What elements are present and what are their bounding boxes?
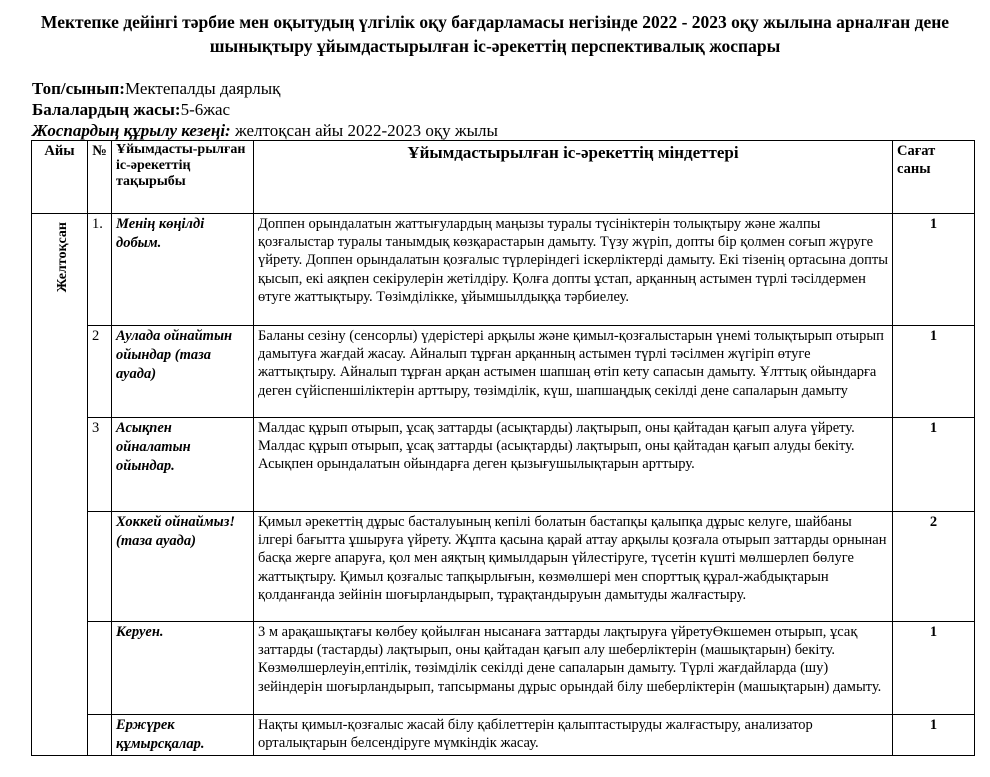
meta-group bbox=[32, 79, 280, 99]
row-number: 1. bbox=[88, 214, 112, 326]
meta-period bbox=[32, 121, 498, 141]
row-topic: Ержүрек құмырсқалар. bbox=[112, 715, 254, 756]
period-label: Жоспардың құрылу кезеңі: bbox=[32, 121, 231, 140]
group-value: Мектепалды даярлық bbox=[124, 79, 281, 98]
row-topic: Менің көңілді добым. bbox=[112, 214, 254, 326]
table-row bbox=[32, 326, 975, 418]
table-row bbox=[32, 418, 975, 512]
header-number: № bbox=[88, 141, 112, 214]
header-hours: Сағат саны bbox=[893, 141, 975, 214]
header-tasks: Ұйымдастырылған іс-әрекеттің міндеттері bbox=[254, 141, 893, 214]
row-tasks: Баланы сезіну (сенсорлы) үдерістері арқылы және қимыл-қозғалыстарын үнемі толықтырып отырып дамытуға жағдай жасау. Айналып тұрған арқанның астымен түрлі тәсілмен жүгіріп өтуге жаттықтыру. Айналып тұрған арқан астымен шапшаң өтіп кету сапасын дамыту. Ұлттық ойындарға деген сүйіспеншіліктерін арттыру, төзімділік, күш, шапшаңдық секілді дене сапаларын дамыту bbox=[254, 326, 893, 418]
period-value: желтоқсан айы 2022-2023 оқу жылы bbox=[230, 121, 498, 140]
table-row bbox=[32, 715, 975, 756]
table-row bbox=[32, 214, 975, 326]
row-tasks: 3 м арақашықтағы көлбеу қойылған нысанаға заттарды лақтыруға үйретуӨкшемен отырып, ұсақ заттарды (тастарды) лақтырып, оны қайтадан қағып алу шеберліктерін (машықтарын) бекіту. Көзмөлшерлеуін,ептілік, төзімділік секілді дене сапаларын дамыту. Түрлі жағдайларда (шу) зейіндерін шоғырландырып, тапсырманы дұрыс орындай білу шеберліктерін (машықтарын) дамыту. bbox=[254, 622, 893, 715]
row-hours: 2 bbox=[893, 512, 975, 622]
row-number: 3 bbox=[88, 418, 112, 512]
meta-age bbox=[32, 100, 230, 120]
age-value: 5-6жас bbox=[180, 100, 231, 119]
month-label: Желтоқсан bbox=[55, 222, 70, 293]
table-header-row bbox=[32, 141, 975, 214]
table-row bbox=[32, 622, 975, 715]
row-hours: 1 bbox=[893, 622, 975, 715]
row-hours: 1 bbox=[893, 326, 975, 418]
row-tasks: Нақты қимыл-қозғалыс жасай білу қабілеттерін қалыптастыруды жалғастыру, анализатор орталықтарын белсендіруге мүмкіндік жасау. bbox=[254, 715, 893, 756]
row-tasks: Қимыл әрекеттің дұрыс басталуының кепілі болатын бастапқы қалыпқа дұрыс келуге, шайбаны ілгері бағытта ұшыруға үйрету. Жұпта қасына қарай аттау арқылы қозғала отырып заттарды орнынан басқа жерге апаруға, қол мен аяқтың қимылдарын үйлестіруге, түсетін күшті мөлшерлеп бөлуге жаттықтыру. Қимыл қозғалыс тапқырлығын, көзмөлшері мен спорттық құрал-жабдықтарын қолданғанда зейінін шоғырландырып, тұрақтандыруын дамытуды жалғастыру. bbox=[254, 512, 893, 622]
month-cell bbox=[32, 214, 88, 756]
row-number bbox=[88, 622, 112, 715]
row-hours: 1 bbox=[893, 214, 975, 326]
group-label: Топ/сынып: bbox=[32, 79, 125, 98]
row-number bbox=[88, 715, 112, 756]
table-row bbox=[32, 512, 975, 622]
row-tasks: Малдас құрып отырып, ұсақ заттарды (асықтарды) лақтырып, оны қайтадан қағып алуға үйрету. Малдас құрып отырып, ұсақ заттарды (асықтарды) лақтырып, оны қайтадан қағып алуды бекіту. Асықпен орындалатын ойындарға деген қызығушылықтарын арттыру. bbox=[254, 418, 893, 512]
row-number: 2 bbox=[88, 326, 112, 418]
row-number bbox=[88, 512, 112, 622]
age-label: Балалардың жасы: bbox=[32, 100, 181, 119]
row-hours: 1 bbox=[893, 418, 975, 512]
plan-table bbox=[31, 140, 975, 756]
row-hours: 1 bbox=[893, 715, 975, 756]
row-topic: Аулада ойнайтын ойындар (таза ауада) bbox=[112, 326, 254, 418]
row-topic: Хоккей ойнаймыз! (таза ауада) bbox=[112, 512, 254, 622]
row-tasks: Доппен орындалатын жаттығулардың маңызы туралы түсініктерін толықтыру және жалпы қозғалыстар туралы танымдық көзқарастарын дамыту. Түзу жүріп, допты бір қолмен соғып жүруге үйрету. Доппен орындалатын қозғалыс түрлеріндегі іскерліктерді дамыту. Екі тізенің ортасына допты қысып, екі аяқпен секірулерін жетілдіру. Қолға допты ұстап, арқанның астымен түрлі тәсілдермен өтуге жаттықтыру. Төзімділікке, ұйымшылдыққа тәрбиелеу. bbox=[254, 214, 893, 326]
header-topic: Ұйымдасты-рылған іс-әрекеттің тақырыбы bbox=[112, 141, 254, 214]
document-title: Мектепке дейінгі тәрбие мен оқытудың үлгілік оқу бағдарламасы негізінде 2022 - 2023 оқу жылына арналған дене шынықтыру ұйымдастырылған іс-әрекеттің перспективалық жоспары bbox=[40, 12, 950, 56]
row-topic: Асықпен ойналатын ойындар. bbox=[112, 418, 254, 512]
row-topic: Керуен. bbox=[112, 622, 254, 715]
header-month: Айы bbox=[32, 141, 88, 214]
